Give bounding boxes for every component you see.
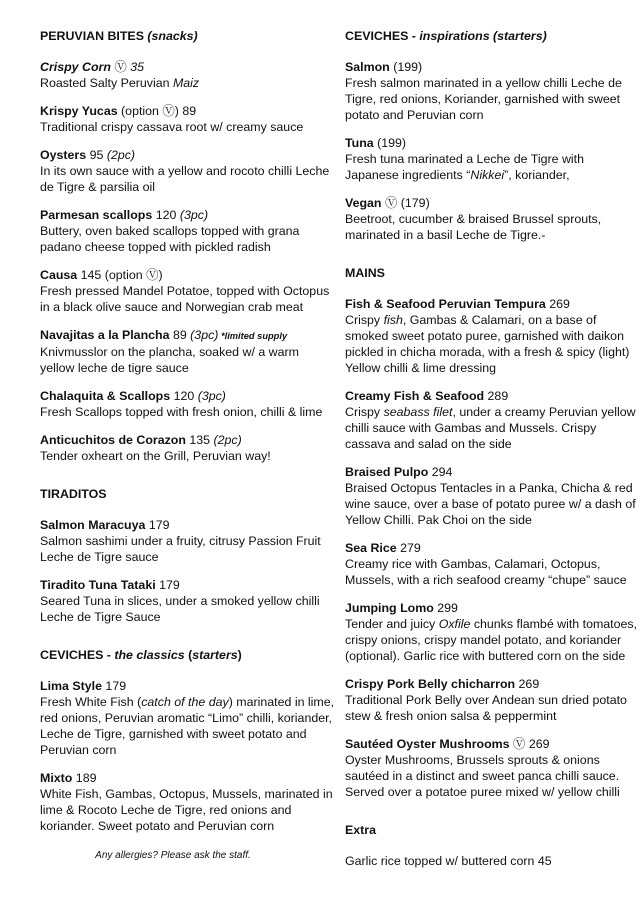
text-segment: Ⓥ	[110, 60, 131, 74]
text-segment: Braised Octopus Tentacles in a Panka, Chicha & red wine sauce, over a base of potato puree w/ a dash of Yellow Chilli. Pak Choi on the side	[345, 481, 636, 527]
item-title	[345, 195, 640, 211]
item-title	[40, 147, 336, 163]
item-description	[40, 533, 336, 565]
text-segment: (3pc)	[190, 328, 219, 342]
section-heading	[40, 647, 336, 663]
text-segment: MAINS	[345, 266, 385, 280]
item-description	[345, 616, 640, 664]
text-segment: Causa	[40, 268, 78, 282]
text-segment: Crispy	[345, 405, 384, 419]
text-segment: Ⓥ 269	[509, 737, 550, 751]
text-segment: Salmon	[345, 60, 390, 74]
menu-item	[40, 267, 336, 315]
text-segment: 269	[515, 677, 540, 691]
text-segment: Crispy Corn	[40, 60, 111, 74]
item-description	[345, 312, 640, 376]
text-segment: CEVICHES -	[40, 648, 115, 662]
text-segment: , under a creamy Peruvian yellow chilli sauce with Gambas and Mussels. Crispy cassava and salad on the side	[345, 405, 636, 451]
menu-column-right	[345, 28, 640, 881]
text-segment: the classics	[114, 648, 185, 662]
menu-section	[40, 647, 336, 834]
menu-item	[345, 464, 640, 528]
item-title	[40, 770, 336, 786]
item-title	[345, 296, 640, 312]
text-segment: Fresh pressed Mandel Potatoe, topped with Octopus in a black olive sauce and Norwegian crab meat	[40, 284, 330, 314]
menu-item	[40, 678, 336, 758]
right-sections	[345, 28, 640, 869]
item-description	[40, 283, 336, 315]
text-segment: Chalaquita & Scallops	[40, 389, 171, 403]
menu-item	[345, 296, 640, 376]
text-segment: 135	[185, 433, 214, 447]
item-description	[40, 344, 336, 376]
menu-column-left	[40, 28, 336, 881]
text-segment: Knivmusslor on the plancha, soaked w/ a warm yellow leche de tigre sauce	[40, 345, 299, 375]
text-segment: 120	[152, 208, 180, 222]
text-segment: 289	[484, 389, 509, 403]
item-description	[345, 692, 640, 724]
text-segment: Mixto	[40, 771, 73, 785]
menu-item	[40, 577, 336, 625]
section-heading	[345, 28, 640, 44]
text-segment: 179	[101, 679, 127, 693]
text-segment: Garlic rice topped w/ buttered corn 45	[345, 854, 552, 868]
text-segment: CEVICHES -	[345, 29, 420, 43]
menu-item	[40, 207, 336, 255]
menu-item	[345, 59, 640, 123]
section-heading	[40, 28, 336, 44]
text-segment: Buttery, oven baked scallops topped with grana padano cheese topped with pickled radish	[40, 224, 300, 254]
text-segment: 294	[428, 465, 453, 479]
item-description	[345, 211, 640, 243]
text-segment: Sautéed Oyster Mushrooms	[345, 737, 510, 751]
item-description	[345, 151, 640, 183]
text-segment: (3pc)	[179, 208, 209, 222]
menu-section	[40, 28, 336, 464]
item-title	[40, 59, 336, 75]
text-segment: Krispy Yucas	[40, 104, 118, 118]
text-segment: White Fish, Gambas, Octopus, Mussels, marinated in lime & Rocoto Leche de Tigre, red onions and koriander. Sweet potato and Peruvian corn	[40, 787, 333, 833]
item-title	[345, 600, 640, 616]
menu-item	[345, 135, 640, 183]
text-segment: 145 (option Ⓥ)	[77, 268, 163, 282]
text-segment: Fresh White Fish (	[40, 695, 142, 709]
item-title	[40, 517, 336, 533]
text-segment: Roasted Salty Peruvian	[40, 76, 173, 90]
text-segment: 120	[170, 389, 198, 403]
item-description	[40, 75, 336, 91]
text-segment: Creamy rice with Gambas, Calamari, Octopus, Mussels, with a rich seafood creamy “chupe” sauce	[345, 557, 627, 587]
text-segment: 89	[169, 328, 191, 342]
item-description	[40, 223, 336, 255]
menu-item	[345, 600, 640, 664]
text-segment: Traditional Pork Belly over Andean sun dried potato stew & fresh onion salsa & peppermint	[345, 693, 627, 723]
text-segment: Tiradito Tuna Tataki	[40, 578, 156, 592]
text-segment: Crispy Pork Belly chicharron	[345, 677, 516, 691]
text-segment: chunks flambé with tomatoes, crispy onions, crispy mandel potato, and koriander (optional). Garlic rice with buttered corn on the side	[345, 617, 638, 663]
item-description	[345, 75, 640, 123]
left-sections	[40, 28, 336, 834]
text-segment: Extra	[345, 823, 376, 837]
item-description	[40, 786, 336, 834]
text-segment: (199)	[389, 60, 423, 74]
item-title	[345, 464, 640, 480]
text-segment: (2pc)	[213, 433, 242, 447]
text-segment: Parmesan scallops	[40, 208, 153, 222]
text-segment: 95	[86, 148, 107, 162]
menu-section	[345, 822, 640, 869]
text-segment: Salmon Maracuya	[40, 518, 146, 532]
text-segment: Lima Style	[40, 679, 102, 693]
text-segment: 179	[145, 518, 170, 532]
menu-item	[345, 388, 640, 452]
text-segment: Braised Pulpo	[345, 465, 429, 479]
text-segment: Tender and juicy	[345, 617, 439, 631]
item-title	[345, 676, 640, 692]
menu-item	[40, 103, 336, 135]
text-segment: Sea Rice	[345, 541, 397, 555]
menu-section	[345, 28, 640, 243]
text-segment: Oyster Mushrooms, Brussels sprouts & onions sautéed in a distinct and sweet panca chilli sauce. Served over a potatoe puree mixed w/ yellow chilli	[345, 753, 620, 799]
text-segment: 189	[72, 771, 97, 785]
text-segment: (3pc)	[197, 389, 226, 403]
menu-item	[345, 736, 640, 800]
text-segment: (2pc)	[106, 148, 136, 162]
text-segment: , Gambas & Calamari, on a base of smoked sweet potato puree, garnished with daikon pickled in chicha morada, with a fresh & spicy (light) Yellow chilli & lime dressing	[345, 313, 630, 375]
item-title	[345, 59, 640, 75]
text-segment: Nikkei	[470, 168, 505, 182]
text-segment: Traditional crispy cassava root w/ creamy sauce	[40, 120, 304, 134]
text-segment: Anticuchitos de Corazon	[40, 433, 186, 447]
item-title	[345, 540, 640, 556]
text-segment: (option Ⓥ) 89	[117, 104, 197, 118]
item-title	[40, 678, 336, 694]
text-segment: Tuna	[345, 136, 374, 150]
item-description	[345, 480, 640, 528]
item-title	[40, 207, 336, 223]
menu-section	[40, 486, 336, 625]
text-segment: starters	[192, 648, 238, 662]
item-title	[40, 432, 336, 448]
text-segment: 179	[155, 578, 180, 592]
text-segment: )	[237, 648, 242, 662]
item-description	[40, 694, 336, 758]
text-segment: Maiz	[172, 76, 200, 90]
text-segment: (	[184, 648, 193, 662]
item-description	[40, 404, 336, 420]
menu-item	[345, 540, 640, 588]
text-segment: ) marinated in lime, red onions, Peruvian aromatic “Limo” chilli, koriander, Leche de Tigre, garnished with sweet potato and Peruvian corn	[40, 695, 335, 757]
text-segment: Fresh tuna marinated a Leche de Tigre with Japanese ingredients “	[345, 152, 584, 182]
section-heading	[345, 265, 640, 281]
item-title	[40, 388, 336, 404]
text-segment: *limited supply	[218, 331, 288, 341]
text-segment: catch of the day	[141, 695, 229, 709]
section-heading	[40, 486, 336, 502]
text-segment: (199)	[373, 136, 407, 150]
text-segment: Oxfile	[438, 617, 471, 631]
item-description	[40, 448, 336, 464]
item-title	[40, 103, 336, 119]
menu-item	[345, 853, 640, 869]
text-segment: inspirations (starters)	[419, 29, 547, 43]
text-segment: Seared Tuna in slices, under a smoked yellow chilli Leche de Tigre Sauce	[40, 594, 320, 624]
item-description	[40, 163, 336, 195]
text-segment: TIRADITOS	[40, 487, 107, 501]
item-title	[40, 267, 336, 283]
item-description	[40, 119, 336, 135]
allergy-note: Any allergies? Please ask the staff.	[95, 850, 251, 861]
item-title	[345, 853, 640, 869]
menu-item	[40, 517, 336, 565]
item-description	[345, 404, 640, 452]
menu-item	[345, 676, 640, 724]
text-segment: PERUVIAN BITES	[40, 29, 148, 43]
menu-section	[345, 265, 640, 800]
item-title	[345, 135, 640, 151]
text-segment: Jumping Lomo	[345, 601, 434, 615]
text-segment: (snacks)	[147, 29, 198, 43]
menu-item	[40, 388, 336, 420]
text-segment: In its own sauce with a yellow and rocoto chilli Leche de Tigre & parsilia oil	[40, 164, 330, 194]
item-description	[345, 752, 640, 800]
text-segment: fish	[383, 313, 403, 327]
menu-item	[40, 147, 336, 195]
text-segment: Fish & Seafood Peruvian Tempura	[345, 297, 546, 311]
menu-item	[345, 195, 640, 243]
text-segment: 299	[433, 601, 458, 615]
text-segment: Tender oxheart on the Grill, Peruvian way!	[40, 449, 271, 463]
text-segment: 35	[130, 60, 144, 74]
item-title	[345, 388, 640, 404]
text-segment: Navajitas a la Plancha	[40, 328, 170, 342]
item-title	[40, 577, 336, 593]
text-segment: Creamy Fish & Seafood	[345, 389, 485, 403]
menu-item	[40, 770, 336, 834]
menu-item	[40, 327, 336, 376]
menu-item	[40, 59, 336, 91]
text-segment: Salmon sashimi under a fruity, citrusy Passion Fruit Leche de Tigre sauce	[40, 534, 321, 564]
text-segment: 269	[545, 297, 570, 311]
text-segment: Fresh Scallops topped with fresh onion, chilli & lime	[40, 405, 323, 419]
text-segment: Ⓥ (179)	[381, 196, 430, 210]
menu-item	[40, 432, 336, 464]
text-segment: ”, koriander,	[504, 168, 570, 182]
text-segment: Fresh salmon marinated in a yellow chilli Leche de Tigre, red onions, Koriander, garnished with sweet potato and Peruvian corn	[345, 76, 622, 122]
text-segment: Vegan	[345, 196, 382, 210]
item-title	[345, 736, 640, 752]
section-heading	[345, 822, 640, 838]
text-segment: Oysters	[40, 148, 87, 162]
text-segment: 279	[396, 541, 421, 555]
text-segment: seabass filet	[383, 405, 453, 419]
text-segment: Beetroot, cucumber & braised Brussel sprouts, marinated in a basil Leche de Tigre.-	[345, 212, 602, 242]
text-segment: Crispy	[345, 313, 384, 327]
item-description	[40, 593, 336, 625]
item-title	[40, 327, 336, 344]
item-description	[345, 556, 640, 588]
